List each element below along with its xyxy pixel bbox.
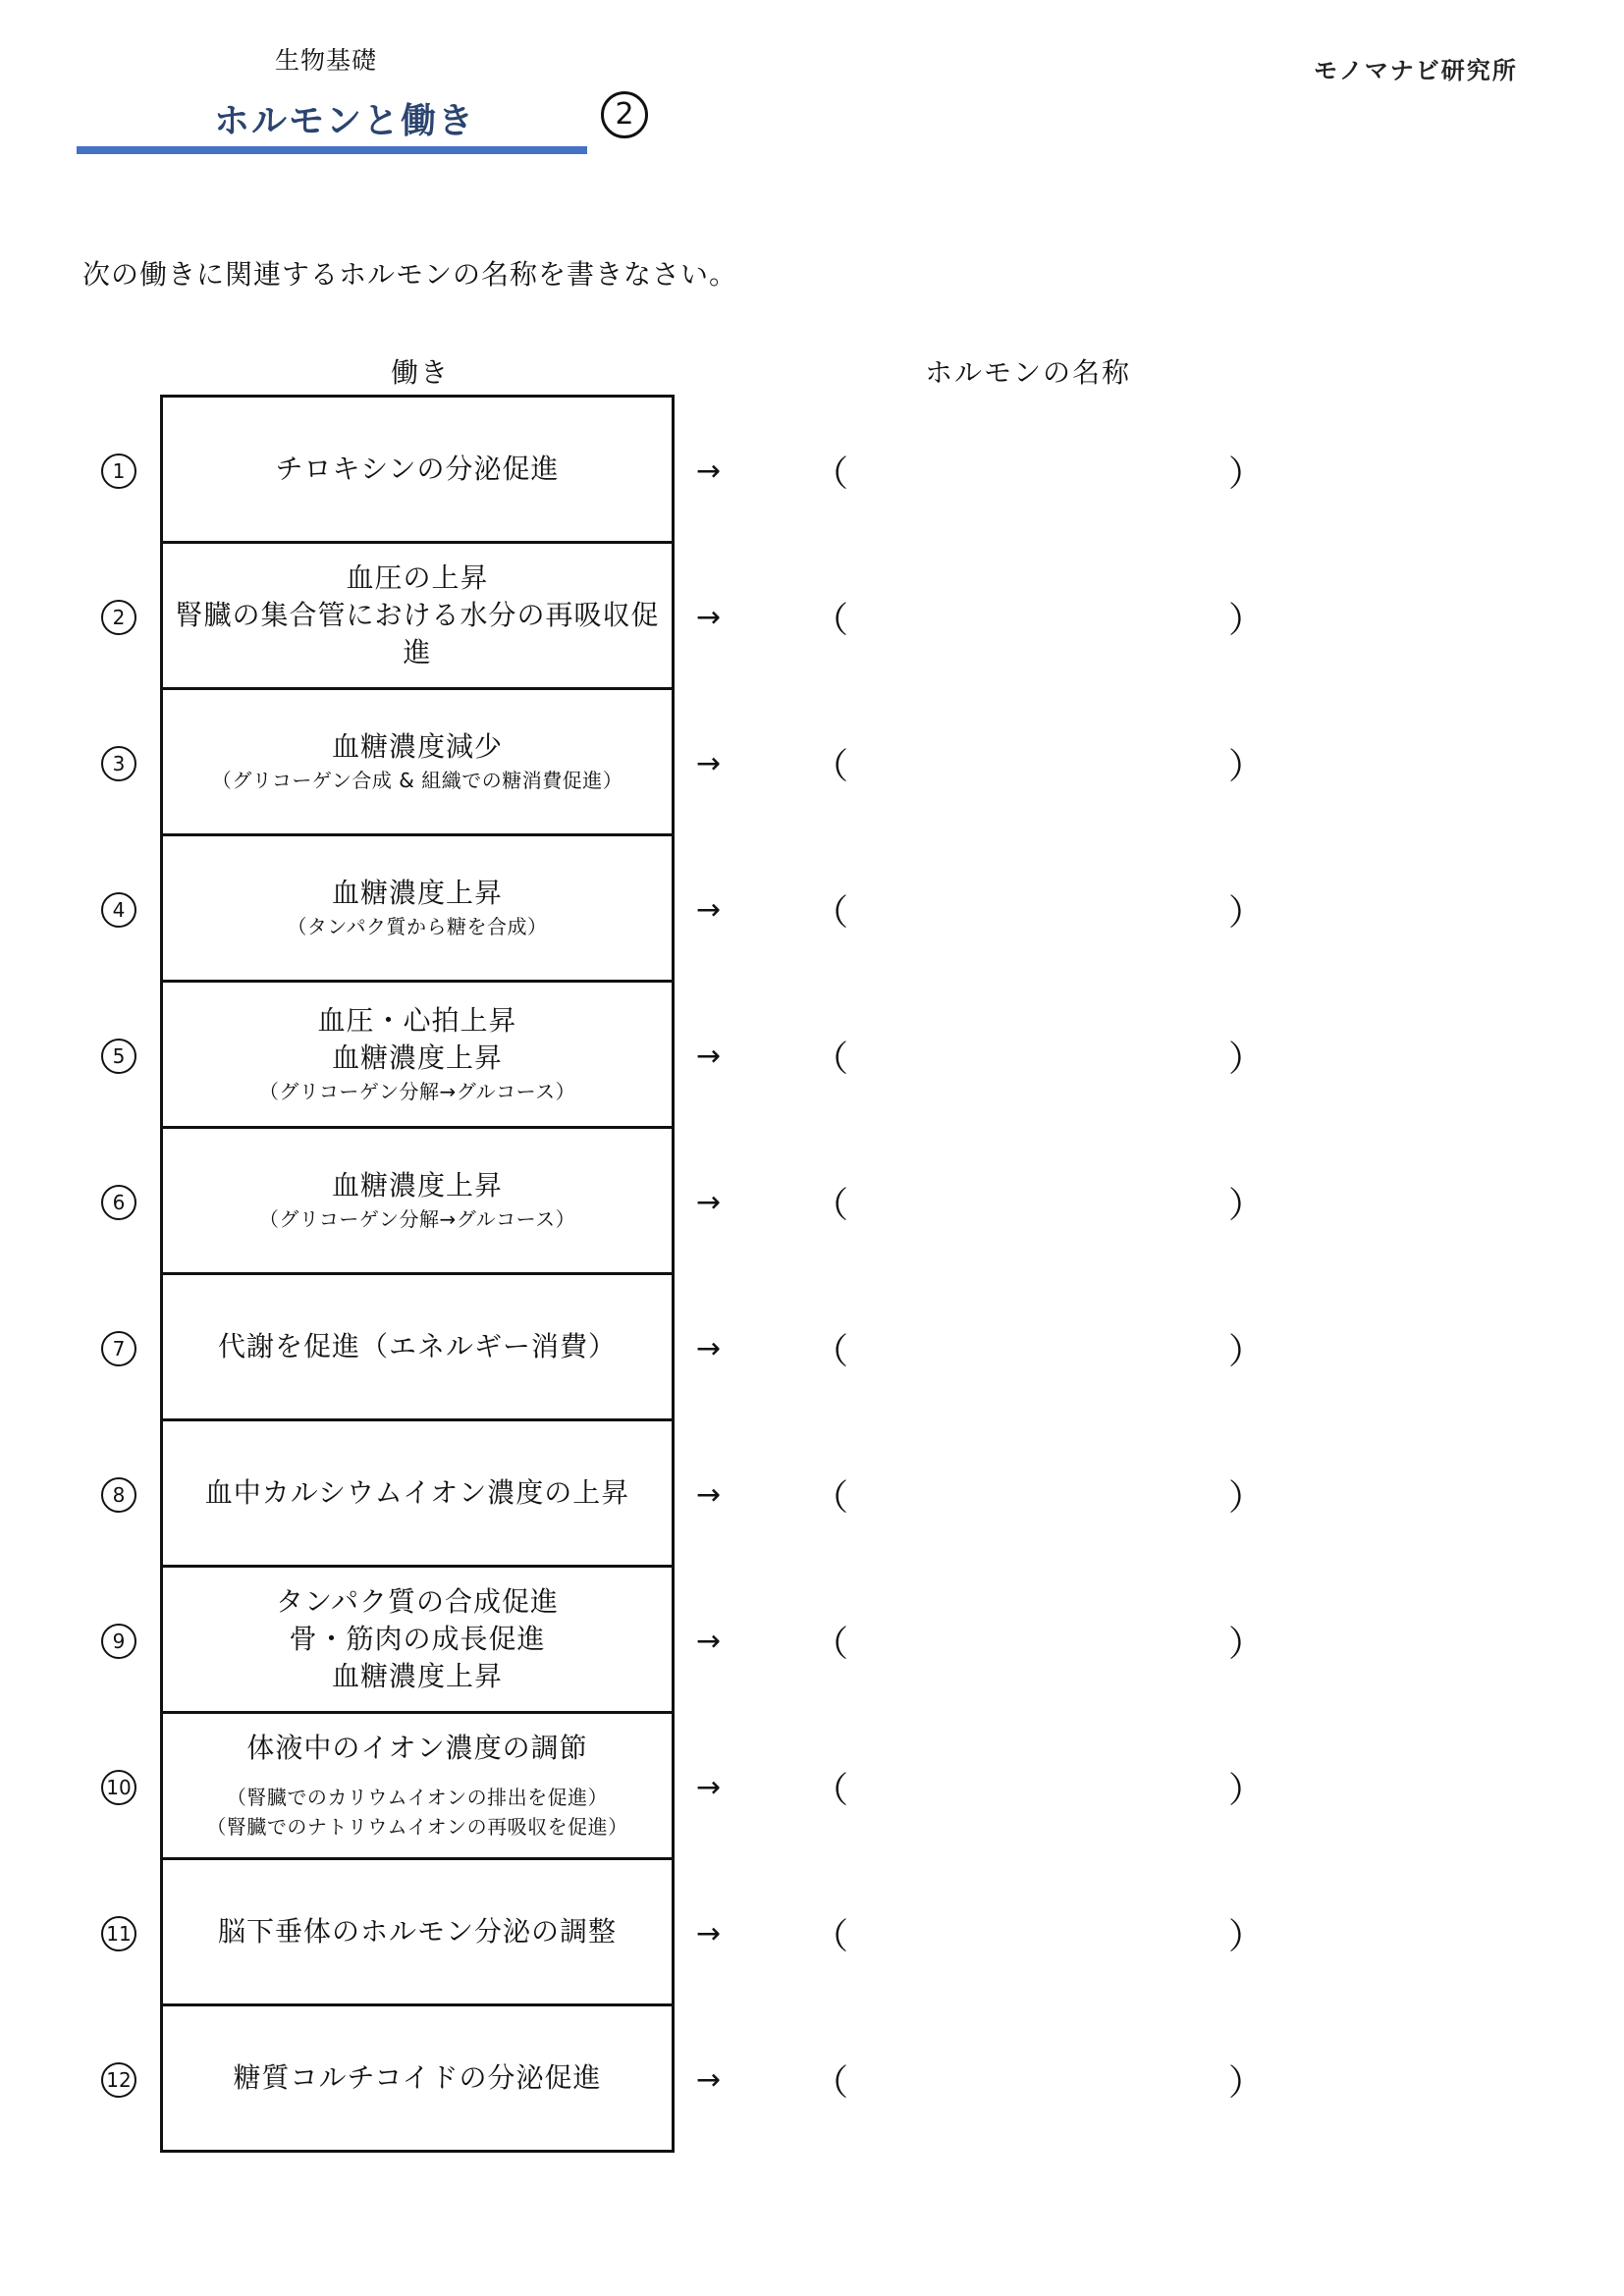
- answer-close-paren: ）: [1228, 1770, 1265, 1810]
- table-row: [112, 836, 1265, 983]
- right-arrow-icon: →: [696, 1477, 722, 1512]
- action-note: （グリコーゲン分解→グルコース）: [258, 1207, 576, 1231]
- right-arrow-icon: →: [696, 2062, 722, 2097]
- answer-open-paren: （: [813, 892, 849, 933]
- right-arrow-icon: →: [696, 1039, 722, 1073]
- answer-open-paren: （: [813, 1770, 849, 1810]
- right-arrow-icon: →: [696, 746, 722, 780]
- row-number: 2: [101, 600, 136, 635]
- right-arrow-icon: →: [696, 600, 722, 634]
- action-text: 体液中のイオン濃度の調節: [246, 1732, 588, 1764]
- action-text: 脳下垂体のホルモン分泌の調整: [217, 1915, 617, 1948]
- answer-open-paren: （: [813, 1916, 849, 1956]
- action-cell: [163, 1714, 672, 1860]
- action-table: [106, 395, 1265, 2153]
- right-arrow-icon: →: [696, 1916, 722, 1950]
- action-text: 代謝を促進（エネルギー消費）: [217, 1330, 617, 1362]
- action-text: 骨・筋肉の成長促進: [289, 1623, 546, 1655]
- action-text: 血糖濃度上昇: [331, 1169, 503, 1201]
- action-note: （グリコーゲン合成 & 組織での糖消費促進）: [211, 769, 623, 792]
- right-arrow-icon: →: [696, 454, 722, 488]
- table-row: [112, 1568, 1265, 1714]
- answer-open-paren: （: [813, 454, 849, 494]
- action-text: 血糖濃度上昇: [331, 1660, 503, 1692]
- action-text: 血糖濃度上昇: [331, 877, 503, 909]
- table-row: [112, 544, 1265, 690]
- right-arrow-icon: →: [696, 1770, 722, 1804]
- brand-logo: モノマナビ研究所: [1314, 57, 1518, 84]
- action-cell: [163, 544, 672, 690]
- answer-close-paren: ）: [1228, 1185, 1265, 1225]
- action-text: タンパク質の合成促進: [275, 1585, 560, 1618]
- table-row: [112, 1129, 1265, 1275]
- column-header-hormone-name: ホルモンの名称: [925, 356, 1132, 389]
- answer-open-paren: （: [813, 1477, 849, 1518]
- answer-close-paren: ）: [1228, 1477, 1265, 1518]
- row-number: 9: [101, 1624, 136, 1659]
- row-number: 10: [101, 1770, 136, 1805]
- answer-open-paren: （: [813, 2062, 849, 2103]
- answer-open-paren: （: [813, 1039, 849, 1079]
- action-cell: [163, 1129, 672, 1275]
- action-cell: [163, 983, 672, 1129]
- answer-close-paren: ）: [1228, 1916, 1265, 1956]
- action-text: 血中カルシウムイオン濃度の上昇: [204, 1476, 630, 1509]
- table-row: [106, 1714, 1265, 1860]
- action-text: 血圧の上昇: [346, 561, 489, 594]
- row-number: 1: [101, 454, 136, 489]
- sheet-number-badge: 2: [601, 91, 648, 138]
- row-number: 3: [101, 746, 136, 781]
- row-number: 6: [101, 1185, 136, 1220]
- row-number: 12: [101, 2062, 136, 2098]
- table-row: [112, 1275, 1265, 1421]
- action-note: （腎臓でのナトリウムイオンの再吸収を促進）: [206, 1815, 628, 1839]
- table-row: [112, 398, 1265, 544]
- action-cell: [163, 1421, 672, 1568]
- action-text: 血糖濃度上昇: [331, 1041, 503, 1074]
- table-row: [106, 1860, 1265, 2006]
- action-text: 血糖濃度減少: [331, 730, 503, 763]
- action-text: 糖質コルチコイドの分泌促進: [233, 2061, 602, 2094]
- row-number: 5: [101, 1039, 136, 1074]
- action-cell: [163, 1568, 672, 1714]
- action-text: 腎臓の集合管における水分の再吸収促進: [175, 599, 660, 668]
- answer-close-paren: ）: [1228, 1331, 1265, 1371]
- answer-open-paren: （: [813, 1331, 849, 1371]
- table-row: [106, 2006, 1265, 2153]
- action-note: （グリコーゲン分解→グルコース）: [258, 1080, 576, 1103]
- right-arrow-icon: →: [696, 1185, 722, 1219]
- row-number: 7: [101, 1331, 136, 1366]
- right-arrow-icon: →: [696, 892, 722, 927]
- action-cell: [163, 1860, 672, 2006]
- answer-close-paren: ）: [1228, 892, 1265, 933]
- action-note: （タンパク質から糖を合成）: [287, 915, 548, 938]
- column-header-action: 働き: [391, 356, 451, 389]
- answer-close-paren: ）: [1228, 454, 1265, 494]
- action-text: 血圧・心拍上昇: [317, 1004, 517, 1037]
- title-underline: [77, 146, 587, 154]
- right-arrow-icon: →: [696, 1624, 722, 1658]
- action-note: （腎臓でのカリウムイオンの排出を促進）: [226, 1786, 609, 1809]
- worksheet-title: ホルモンと働き: [214, 101, 476, 141]
- answer-close-paren: ）: [1228, 746, 1265, 786]
- action-text: チロキシンの分泌促進: [275, 453, 560, 485]
- table-row: [112, 1421, 1265, 1568]
- answer-close-paren: ）: [1228, 1039, 1265, 1079]
- answer-close-paren: ）: [1228, 2062, 1265, 2103]
- answer-open-paren: （: [813, 746, 849, 786]
- action-cell: [163, 690, 672, 836]
- instruction-text: 次の働きに関連するホルモンの名称を書きなさい。: [82, 258, 738, 291]
- right-arrow-icon: →: [696, 1331, 722, 1365]
- table-row: [112, 690, 1265, 836]
- answer-close-paren: ）: [1228, 600, 1265, 640]
- answer-open-paren: （: [813, 600, 849, 640]
- action-cell: [163, 1275, 672, 1421]
- answer-close-paren: ）: [1228, 1624, 1265, 1664]
- action-cell: [163, 2006, 672, 2153]
- answer-open-paren: （: [813, 1624, 849, 1664]
- row-number: 11: [101, 1916, 136, 1951]
- row-number: 8: [101, 1477, 136, 1513]
- answer-open-paren: （: [813, 1185, 849, 1225]
- action-cell: [163, 398, 672, 544]
- row-number: 4: [101, 892, 136, 928]
- table-row: [112, 983, 1265, 1129]
- subject-label: 生物基礎: [275, 46, 378, 75]
- action-cell: [163, 836, 672, 983]
